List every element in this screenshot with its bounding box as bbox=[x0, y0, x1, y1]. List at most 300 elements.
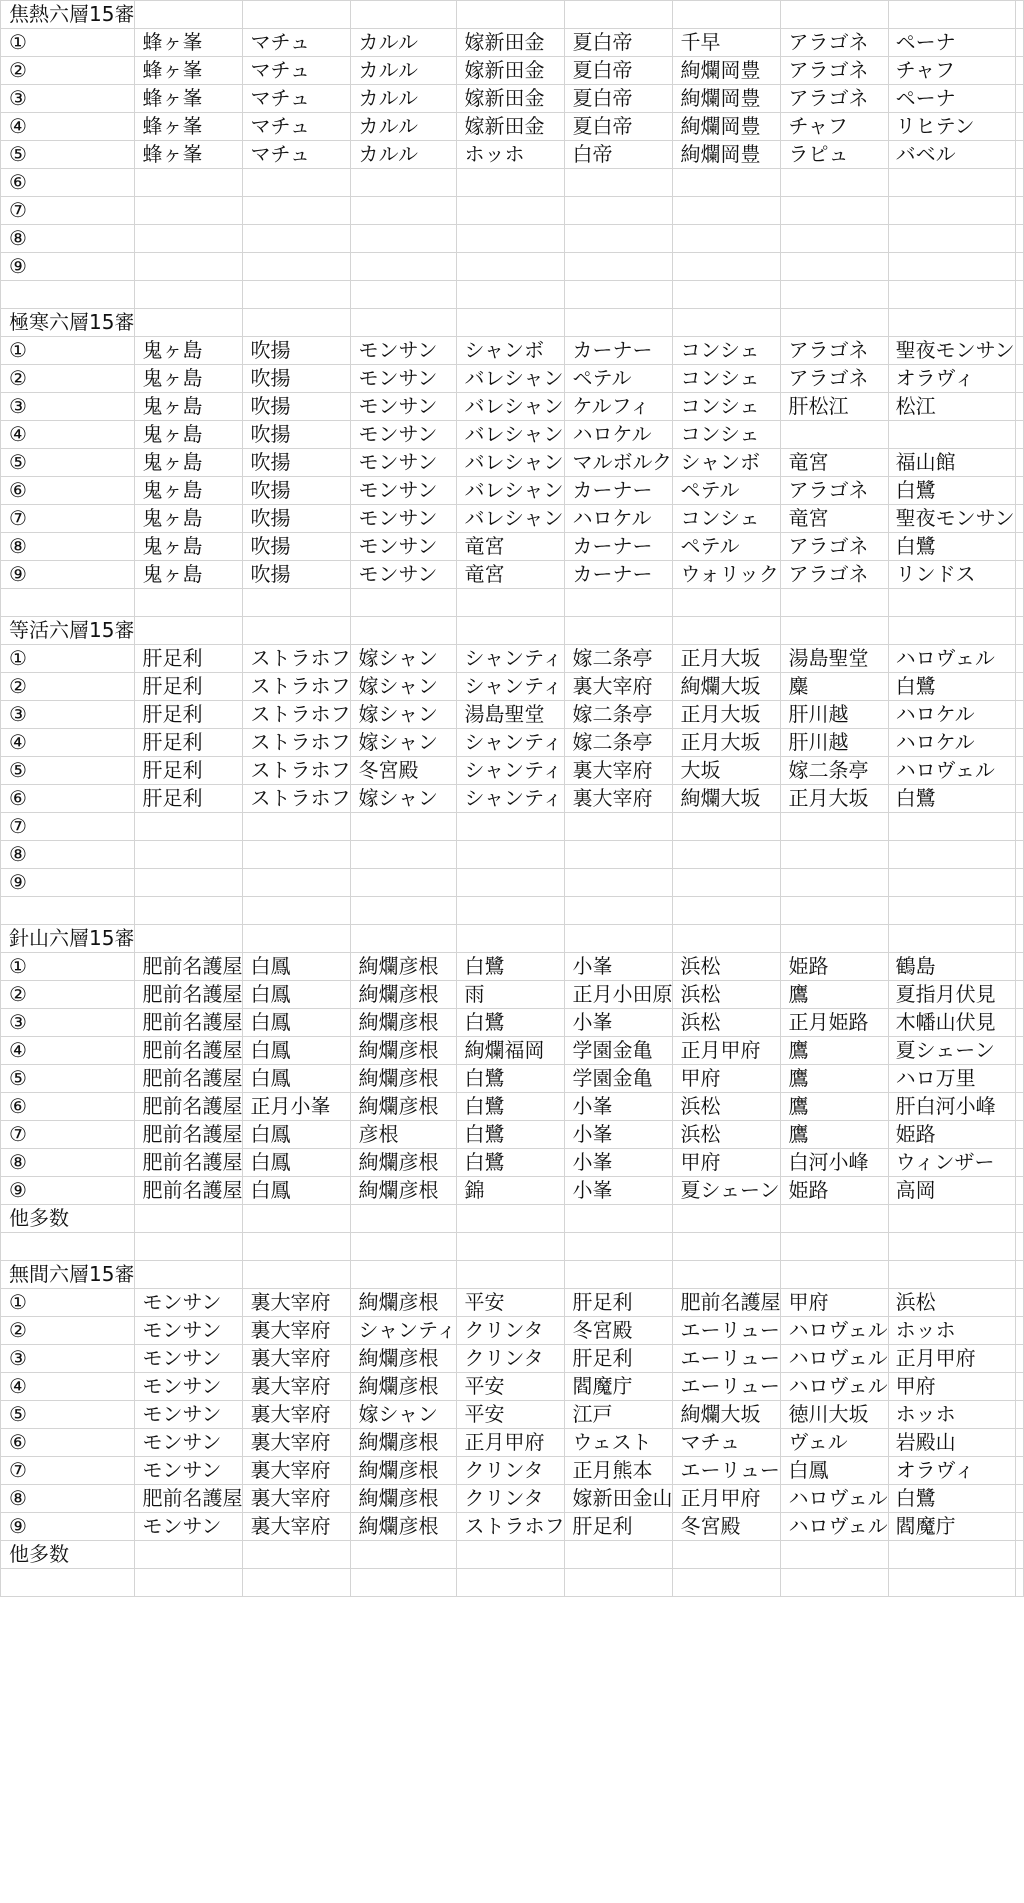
sheet-cell[interactable] bbox=[781, 841, 888, 869]
empty-sheet-cell[interactable] bbox=[1015, 85, 1023, 113]
sheet-cell[interactable]: モンサン bbox=[351, 449, 457, 477]
sheet-cell[interactable] bbox=[243, 897, 351, 925]
sheet-cell[interactable]: 浜松 bbox=[673, 1093, 781, 1121]
sheet-cell[interactable]: 浜松 bbox=[673, 953, 781, 981]
sheet-cell[interactable] bbox=[243, 869, 351, 897]
sheet-cell[interactable]: 麋 bbox=[781, 673, 888, 701]
sheet-cell[interactable]: シャンボ bbox=[457, 337, 565, 365]
empty-sheet-cell[interactable] bbox=[1015, 337, 1023, 365]
sheet-cell[interactable]: 絢爛彦根 bbox=[351, 1457, 457, 1485]
sheet-cell[interactable] bbox=[565, 1261, 673, 1289]
row-number-cell[interactable]: ⑦ bbox=[1, 1121, 135, 1149]
sheet-cell[interactable]: カルル bbox=[351, 29, 457, 57]
row-number-cell[interactable]: ① bbox=[1, 953, 135, 981]
sheet-cell[interactable]: 浜松 bbox=[673, 981, 781, 1009]
sheet-cell[interactable] bbox=[243, 1205, 351, 1233]
sheet-cell[interactable]: アラゴネ bbox=[781, 533, 888, 561]
row-number-cell[interactable]: ⑥ bbox=[1, 1429, 135, 1457]
sheet-cell[interactable]: クリンタ bbox=[457, 1345, 565, 1373]
sheet-cell[interactable] bbox=[565, 1, 673, 29]
sheet-cell[interactable] bbox=[565, 841, 673, 869]
row-number-cell[interactable]: ⑧ bbox=[1, 225, 135, 253]
sheet-cell[interactable] bbox=[135, 1, 243, 29]
sheet-cell[interactable] bbox=[135, 281, 243, 309]
sheet-cell[interactable]: 肥前名護屋 bbox=[135, 1093, 243, 1121]
sheet-cell[interactable]: 肝足利 bbox=[135, 645, 243, 673]
empty-sheet-cell[interactable] bbox=[1015, 1205, 1023, 1233]
sheet-cell[interactable] bbox=[781, 589, 888, 617]
sheet-cell[interactable]: 白鷺 bbox=[457, 953, 565, 981]
sheet-cell[interactable]: 白鷺 bbox=[888, 533, 1015, 561]
sheet-cell[interactable]: チャフ bbox=[888, 57, 1015, 85]
row-number-cell[interactable]: ⑥ bbox=[1, 785, 135, 813]
row-number-cell[interactable]: ⑤ bbox=[1, 1065, 135, 1093]
sheet-cell[interactable] bbox=[135, 869, 243, 897]
sheet-cell[interactable]: 嫁シャン bbox=[351, 645, 457, 673]
sheet-cell[interactable] bbox=[673, 841, 781, 869]
sheet-cell[interactable]: 千早 bbox=[673, 29, 781, 57]
empty-sheet-cell[interactable] bbox=[1015, 1485, 1023, 1513]
sheet-cell[interactable]: 正月熊本 bbox=[565, 1457, 673, 1485]
sheet-cell[interactable]: モンサン bbox=[135, 1373, 243, 1401]
sheet-cell[interactable]: 肥前名護屋 bbox=[673, 1289, 781, 1317]
row-number-cell[interactable]: ③ bbox=[1, 393, 135, 421]
sheet-cell[interactable]: 高岡 bbox=[888, 1177, 1015, 1205]
row-number-cell[interactable]: ② bbox=[1, 57, 135, 85]
sheet-cell[interactable]: 嫁新田金山 bbox=[565, 1485, 673, 1513]
sheet-cell[interactable]: バレシャン bbox=[457, 449, 565, 477]
sheet-cell[interactable]: コンシェ bbox=[673, 505, 781, 533]
sheet-cell[interactable] bbox=[457, 169, 565, 197]
sheet-cell[interactable]: 絢爛岡豊 bbox=[673, 113, 781, 141]
row-number-cell[interactable] bbox=[1, 897, 135, 925]
sheet-cell[interactable]: コンシェ bbox=[673, 421, 781, 449]
sheet-cell[interactable] bbox=[565, 169, 673, 197]
sheet-cell[interactable] bbox=[351, 281, 457, 309]
sheet-cell[interactable]: 嫁シャン bbox=[351, 701, 457, 729]
sheet-cell[interactable] bbox=[457, 1541, 565, 1569]
sheet-cell[interactable]: 聖夜モンサン bbox=[888, 505, 1015, 533]
sheet-cell[interactable]: 白鳳 bbox=[243, 1177, 351, 1205]
sheet-cell[interactable]: アラゴネ bbox=[781, 561, 888, 589]
row-number-cell[interactable]: ⑥ bbox=[1, 1093, 135, 1121]
sheet-cell[interactable] bbox=[888, 225, 1015, 253]
sheet-cell[interactable]: 正月大坂 bbox=[673, 701, 781, 729]
sheet-cell[interactable]: 鷹 bbox=[781, 981, 888, 1009]
row-number-cell[interactable]: ⑨ bbox=[1, 1177, 135, 1205]
sheet-cell[interactable] bbox=[673, 1569, 781, 1597]
sheet-cell[interactable]: ペテル bbox=[673, 477, 781, 505]
sheet-cell[interactable]: 嫁シャン bbox=[351, 1401, 457, 1429]
sheet-cell[interactable] bbox=[888, 869, 1015, 897]
sheet-cell[interactable]: 冬宮殿 bbox=[565, 1317, 673, 1345]
sheet-cell[interactable]: 吹揚 bbox=[243, 421, 351, 449]
sheet-cell[interactable]: 嫁シャン bbox=[351, 729, 457, 757]
sheet-cell[interactable]: アラゴネ bbox=[781, 477, 888, 505]
sheet-cell[interactable]: 正月甲府 bbox=[457, 1429, 565, 1457]
sheet-cell[interactable]: 甲府 bbox=[781, 1289, 888, 1317]
section-header-cell[interactable]: 針山六層15審 bbox=[1, 925, 135, 953]
sheet-cell[interactable]: 夏白帝 bbox=[565, 85, 673, 113]
sheet-cell[interactable]: 蜂ヶ峯 bbox=[135, 113, 243, 141]
sheet-cell[interactable]: シャンティ bbox=[457, 785, 565, 813]
sheet-cell[interactable]: 肥前名護屋 bbox=[135, 1149, 243, 1177]
sheet-cell[interactable]: 肥前名護屋 bbox=[135, 1121, 243, 1149]
sheet-cell[interactable]: 嫁新田金 bbox=[457, 85, 565, 113]
sheet-cell[interactable]: 吹揚 bbox=[243, 365, 351, 393]
sheet-cell[interactable]: 竜宮 bbox=[457, 533, 565, 561]
sheet-cell[interactable]: 鬼ヶ島 bbox=[135, 337, 243, 365]
sheet-cell[interactable]: コンシェ bbox=[673, 337, 781, 365]
sheet-cell[interactable] bbox=[565, 897, 673, 925]
sheet-cell[interactable] bbox=[351, 1205, 457, 1233]
sheet-cell[interactable] bbox=[781, 617, 888, 645]
sheet-cell[interactable]: シャンボ bbox=[673, 449, 781, 477]
sheet-cell[interactable]: 白鷺 bbox=[888, 673, 1015, 701]
sheet-cell[interactable]: 嫁シャン bbox=[351, 785, 457, 813]
sheet-cell[interactable]: エーリュー bbox=[673, 1345, 781, 1373]
sheet-cell[interactable]: ラピュ bbox=[781, 141, 888, 169]
sheet-cell[interactable] bbox=[673, 1, 781, 29]
sheet-cell[interactable]: 江戸 bbox=[565, 1401, 673, 1429]
sheet-cell[interactable]: 絢爛大坂 bbox=[673, 1401, 781, 1429]
sheet-cell[interactable]: 竜宮 bbox=[781, 505, 888, 533]
sheet-cell[interactable] bbox=[888, 281, 1015, 309]
empty-sheet-cell[interactable] bbox=[1015, 701, 1023, 729]
sheet-cell[interactable] bbox=[888, 169, 1015, 197]
sheet-cell[interactable] bbox=[888, 1261, 1015, 1289]
sheet-cell[interactable] bbox=[781, 1261, 888, 1289]
row-number-cell[interactable]: ③ bbox=[1, 85, 135, 113]
sheet-cell[interactable] bbox=[781, 925, 888, 953]
sheet-cell[interactable] bbox=[457, 841, 565, 869]
sheet-cell[interactable]: 夏白帝 bbox=[565, 29, 673, 57]
row-number-cell[interactable]: ⑤ bbox=[1, 449, 135, 477]
sheet-cell[interactable]: アラゴネ bbox=[781, 57, 888, 85]
sheet-cell[interactable]: 福山館 bbox=[888, 449, 1015, 477]
sheet-cell[interactable]: 白鳳 bbox=[243, 953, 351, 981]
sheet-cell[interactable]: 裏大宰府 bbox=[565, 785, 673, 813]
sheet-cell[interactable] bbox=[781, 169, 888, 197]
sheet-cell[interactable]: マチュ bbox=[673, 1429, 781, 1457]
sheet-cell[interactable] bbox=[888, 589, 1015, 617]
sheet-cell[interactable] bbox=[243, 253, 351, 281]
sheet-cell[interactable]: モンサン bbox=[351, 421, 457, 449]
sheet-cell[interactable] bbox=[351, 253, 457, 281]
sheet-cell[interactable] bbox=[351, 197, 457, 225]
sheet-cell[interactable] bbox=[243, 841, 351, 869]
sheet-cell[interactable] bbox=[565, 869, 673, 897]
empty-sheet-cell[interactable] bbox=[1015, 309, 1023, 337]
sheet-cell[interactable] bbox=[351, 1541, 457, 1569]
sheet-cell[interactable] bbox=[135, 925, 243, 953]
sheet-cell[interactable]: 絢爛彦根 bbox=[351, 1485, 457, 1513]
sheet-cell[interactable]: 絢爛彦根 bbox=[351, 1149, 457, 1177]
sheet-cell[interactable] bbox=[781, 869, 888, 897]
sheet-cell[interactable]: アラゴネ bbox=[781, 337, 888, 365]
empty-sheet-cell[interactable] bbox=[1015, 953, 1023, 981]
empty-sheet-cell[interactable] bbox=[1015, 197, 1023, 225]
empty-sheet-cell[interactable] bbox=[1015, 365, 1023, 393]
sheet-cell[interactable] bbox=[457, 813, 565, 841]
section-header-cell[interactable]: 等活六層15審 bbox=[1, 617, 135, 645]
row-number-cell[interactable]: ⑦ bbox=[1, 813, 135, 841]
empty-sheet-cell[interactable] bbox=[1015, 1429, 1023, 1457]
sheet-cell[interactable] bbox=[781, 1233, 888, 1261]
sheet-cell[interactable] bbox=[135, 309, 243, 337]
sheet-cell[interactable] bbox=[781, 1569, 888, 1597]
sheet-cell[interactable] bbox=[673, 1205, 781, 1233]
sheet-cell[interactable] bbox=[565, 253, 673, 281]
sheet-cell[interactable]: 絢爛彦根 bbox=[351, 1513, 457, 1541]
empty-sheet-cell[interactable] bbox=[1015, 533, 1023, 561]
row-number-cell[interactable]: ⑨ bbox=[1, 869, 135, 897]
sheet-cell[interactable]: 肝足利 bbox=[565, 1345, 673, 1373]
sheet-cell[interactable] bbox=[243, 1541, 351, 1569]
row-number-cell[interactable]: ② bbox=[1, 673, 135, 701]
sheet-cell[interactable] bbox=[888, 309, 1015, 337]
empty-sheet-cell[interactable] bbox=[1015, 729, 1023, 757]
empty-sheet-cell[interactable] bbox=[1015, 1009, 1023, 1037]
sheet-cell[interactable]: 絢爛彦根 bbox=[351, 1429, 457, 1457]
sheet-cell[interactable]: 小峯 bbox=[565, 953, 673, 981]
sheet-cell[interactable] bbox=[673, 1261, 781, 1289]
sheet-cell[interactable]: 甲府 bbox=[888, 1373, 1015, 1401]
sheet-cell[interactable]: 絢爛彦根 bbox=[351, 1177, 457, 1205]
sheet-cell[interactable]: 嫁新田金 bbox=[457, 57, 565, 85]
empty-sheet-cell[interactable] bbox=[1015, 869, 1023, 897]
sheet-cell[interactable]: クリンタ bbox=[457, 1317, 565, 1345]
row-number-cell[interactable]: ⑥ bbox=[1, 477, 135, 505]
sheet-cell[interactable]: 小峯 bbox=[565, 1093, 673, 1121]
sheet-cell[interactable] bbox=[135, 841, 243, 869]
empty-sheet-cell[interactable] bbox=[1015, 281, 1023, 309]
section-header-cell[interactable]: 無間六層15審 bbox=[1, 1261, 135, 1289]
sheet-cell[interactable]: 白鳳 bbox=[781, 1457, 888, 1485]
sheet-cell[interactable]: 肝足利 bbox=[135, 673, 243, 701]
sheet-cell[interactable] bbox=[243, 225, 351, 253]
sheet-cell[interactable]: マルボルク bbox=[565, 449, 673, 477]
row-number-cell[interactable]: ③ bbox=[1, 701, 135, 729]
sheet-cell[interactable]: 裏大宰府 bbox=[243, 1317, 351, 1345]
sheet-cell[interactable]: ハロヴェル bbox=[781, 1513, 888, 1541]
sheet-cell[interactable] bbox=[888, 253, 1015, 281]
sheet-cell[interactable] bbox=[243, 925, 351, 953]
sheet-cell[interactable]: 鬼ヶ島 bbox=[135, 421, 243, 449]
sheet-cell[interactable]: 小峯 bbox=[565, 1121, 673, 1149]
empty-sheet-cell[interactable] bbox=[1015, 169, 1023, 197]
row-number-cell[interactable]: ⑦ bbox=[1, 1457, 135, 1485]
sheet-cell[interactable] bbox=[243, 281, 351, 309]
sheet-cell[interactable]: 正月姫路 bbox=[781, 1009, 888, 1037]
row-number-cell[interactable]: ④ bbox=[1, 113, 135, 141]
row-number-cell[interactable]: ② bbox=[1, 365, 135, 393]
sheet-cell[interactable]: 白鷺 bbox=[457, 1009, 565, 1037]
sheet-cell[interactable]: 浜松 bbox=[673, 1009, 781, 1037]
empty-sheet-cell[interactable] bbox=[1015, 225, 1023, 253]
sheet-cell[interactable]: 嫁二条亭 bbox=[565, 645, 673, 673]
sheet-cell[interactable]: ストラホフ bbox=[243, 785, 351, 813]
empty-sheet-cell[interactable] bbox=[1015, 1513, 1023, 1541]
sheet-cell[interactable]: シャンティ bbox=[457, 757, 565, 785]
sheet-cell[interactable]: 絢爛彦根 bbox=[351, 1065, 457, 1093]
empty-sheet-cell[interactable] bbox=[1015, 449, 1023, 477]
sheet-cell[interactable]: リヒテン bbox=[888, 113, 1015, 141]
sheet-cell[interactable] bbox=[781, 197, 888, 225]
sheet-cell[interactable]: 鬼ヶ島 bbox=[135, 533, 243, 561]
row-number-cell[interactable]: ⑤ bbox=[1, 757, 135, 785]
sheet-cell[interactable]: バレシャン bbox=[457, 421, 565, 449]
sheet-cell[interactable] bbox=[888, 897, 1015, 925]
sheet-cell[interactable]: アラゴネ bbox=[781, 365, 888, 393]
sheet-cell[interactable] bbox=[243, 589, 351, 617]
sheet-cell[interactable]: 嫁二条亭 bbox=[565, 729, 673, 757]
sheet-cell[interactable]: 肥前名護屋 bbox=[135, 1009, 243, 1037]
sheet-cell[interactable] bbox=[351, 1261, 457, 1289]
sheet-cell[interactable]: コンシェ bbox=[673, 365, 781, 393]
sheet-cell[interactable]: 裏大宰府 bbox=[243, 1429, 351, 1457]
section-header-cell[interactable]: 極寒六層15審 bbox=[1, 309, 135, 337]
sheet-cell[interactable]: 白鷺 bbox=[457, 1149, 565, 1177]
sheet-cell[interactable]: ハロヴェル bbox=[781, 1373, 888, 1401]
sheet-cell[interactable]: ハロヴェル bbox=[781, 1485, 888, 1513]
sheet-cell[interactable] bbox=[135, 1261, 243, 1289]
empty-sheet-cell[interactable] bbox=[1015, 253, 1023, 281]
sheet-cell[interactable] bbox=[243, 169, 351, 197]
empty-sheet-cell[interactable] bbox=[1015, 1457, 1023, 1485]
sheet-cell[interactable]: 姫路 bbox=[781, 1177, 888, 1205]
sheet-cell[interactable]: 白河小峰 bbox=[781, 1149, 888, 1177]
sheet-cell[interactable]: エーリュー bbox=[673, 1317, 781, 1345]
sheet-cell[interactable]: 肥前名護屋 bbox=[135, 1037, 243, 1065]
sheet-cell[interactable] bbox=[135, 1569, 243, 1597]
sheet-cell[interactable]: ストラホフ bbox=[457, 1513, 565, 1541]
sheet-cell[interactable] bbox=[673, 197, 781, 225]
sheet-cell[interactable] bbox=[781, 1541, 888, 1569]
sheet-cell[interactable]: 吹揚 bbox=[243, 393, 351, 421]
sheet-cell[interactable]: 鷹 bbox=[781, 1065, 888, 1093]
sheet-cell[interactable]: 肥前名護屋 bbox=[135, 1065, 243, 1093]
sheet-cell[interactable]: 白鷺 bbox=[888, 785, 1015, 813]
empty-sheet-cell[interactable] bbox=[1015, 897, 1023, 925]
sheet-cell[interactable] bbox=[135, 897, 243, 925]
row-number-cell[interactable]: ⑧ bbox=[1, 533, 135, 561]
sheet-cell[interactable]: 正月小田原 bbox=[565, 981, 673, 1009]
row-number-cell[interactable]: ④ bbox=[1, 421, 135, 449]
sheet-cell[interactable] bbox=[888, 925, 1015, 953]
sheet-cell[interactable]: 吹揚 bbox=[243, 337, 351, 365]
sheet-cell[interactable] bbox=[781, 1205, 888, 1233]
sheet-cell[interactable] bbox=[673, 169, 781, 197]
sheet-cell[interactable]: 木幡山伏見 bbox=[888, 1009, 1015, 1037]
sheet-cell[interactable] bbox=[888, 421, 1015, 449]
sheet-cell[interactable] bbox=[135, 617, 243, 645]
sheet-cell[interactable] bbox=[351, 869, 457, 897]
sheet-cell[interactable] bbox=[457, 1261, 565, 1289]
sheet-cell[interactable]: オラヴィ bbox=[888, 365, 1015, 393]
sheet-cell[interactable] bbox=[351, 1569, 457, 1597]
sheet-cell[interactable]: クリンタ bbox=[457, 1457, 565, 1485]
sheet-cell[interactable]: カルル bbox=[351, 57, 457, 85]
empty-sheet-cell[interactable] bbox=[1015, 505, 1023, 533]
sheet-cell[interactable]: 蜂ヶ峯 bbox=[135, 57, 243, 85]
sheet-cell[interactable] bbox=[673, 281, 781, 309]
sheet-cell[interactable]: モンサン bbox=[351, 561, 457, 589]
sheet-cell[interactable]: 絢爛彦根 bbox=[351, 1037, 457, 1065]
sheet-cell[interactable]: ペーナ bbox=[888, 29, 1015, 57]
empty-sheet-cell[interactable] bbox=[1015, 1401, 1023, 1429]
sheet-cell[interactable] bbox=[565, 225, 673, 253]
sheet-cell[interactable] bbox=[888, 617, 1015, 645]
sheet-cell[interactable] bbox=[565, 1569, 673, 1597]
sheet-cell[interactable] bbox=[243, 813, 351, 841]
sheet-cell[interactable]: 浜松 bbox=[888, 1289, 1015, 1317]
sheet-cell[interactable]: 嫁二条亭 bbox=[781, 757, 888, 785]
sheet-cell[interactable]: ハロヴェル bbox=[781, 1345, 888, 1373]
sheet-cell[interactable]: ウェスト bbox=[565, 1429, 673, 1457]
empty-sheet-cell[interactable] bbox=[1015, 1233, 1023, 1261]
sheet-cell[interactable] bbox=[673, 869, 781, 897]
sheet-cell[interactable]: バレシャン bbox=[457, 505, 565, 533]
sheet-cell[interactable]: 小峯 bbox=[565, 1177, 673, 1205]
sheet-cell[interactable]: 鷹 bbox=[781, 1121, 888, 1149]
sheet-cell[interactable] bbox=[673, 1233, 781, 1261]
sheet-cell[interactable]: マチュ bbox=[243, 85, 351, 113]
sheet-cell[interactable]: ハロケル bbox=[888, 701, 1015, 729]
sheet-cell[interactable]: 正月甲府 bbox=[673, 1485, 781, 1513]
row-number-cell[interactable]: ⑨ bbox=[1, 561, 135, 589]
row-number-cell[interactable] bbox=[1, 1569, 135, 1597]
sheet-cell[interactable]: 嫁新田金 bbox=[457, 113, 565, 141]
empty-sheet-cell[interactable] bbox=[1015, 841, 1023, 869]
sheet-cell[interactable] bbox=[781, 1, 888, 29]
sheet-cell[interactable]: アラゴネ bbox=[781, 85, 888, 113]
sheet-cell[interactable]: カーナー bbox=[565, 477, 673, 505]
sheet-cell[interactable] bbox=[565, 589, 673, 617]
sheet-cell[interactable]: 平安 bbox=[457, 1289, 565, 1317]
sheet-cell[interactable]: リンドス bbox=[888, 561, 1015, 589]
sheet-cell[interactable]: 甲府 bbox=[673, 1065, 781, 1093]
sheet-cell[interactable]: 閻魔庁 bbox=[888, 1513, 1015, 1541]
sheet-cell[interactable] bbox=[457, 225, 565, 253]
sheet-cell[interactable]: 甲府 bbox=[673, 1149, 781, 1177]
sheet-cell[interactable] bbox=[673, 589, 781, 617]
sheet-cell[interactable] bbox=[673, 813, 781, 841]
sheet-cell[interactable] bbox=[135, 1233, 243, 1261]
sheet-cell[interactable] bbox=[565, 309, 673, 337]
sheet-cell[interactable]: 岩殿山 bbox=[888, 1429, 1015, 1457]
sheet-cell[interactable]: 肥前名護屋 bbox=[135, 1177, 243, 1205]
sheet-cell[interactable]: 聖夜モンサン bbox=[888, 337, 1015, 365]
sheet-cell[interactable]: 裏大宰府 bbox=[243, 1401, 351, 1429]
sheet-cell[interactable] bbox=[243, 197, 351, 225]
sheet-cell[interactable]: ストラホフ bbox=[243, 645, 351, 673]
sheet-cell[interactable]: 白鳳 bbox=[243, 1009, 351, 1037]
sheet-cell[interactable]: 浜松 bbox=[673, 1121, 781, 1149]
sheet-cell[interactable] bbox=[565, 813, 673, 841]
sheet-cell[interactable]: 学園金亀 bbox=[565, 1037, 673, 1065]
sheet-cell[interactable]: マチュ bbox=[243, 29, 351, 57]
sheet-cell[interactable]: 肝足利 bbox=[135, 729, 243, 757]
sheet-cell[interactable]: モンサン bbox=[351, 337, 457, 365]
sheet-cell[interactable] bbox=[888, 1233, 1015, 1261]
sheet-cell[interactable] bbox=[565, 1233, 673, 1261]
sheet-cell[interactable]: シャンティ bbox=[457, 673, 565, 701]
row-number-cell[interactable]: ⑨ bbox=[1, 1513, 135, 1541]
sheet-cell[interactable]: 裏大宰府 bbox=[243, 1457, 351, 1485]
sheet-cell[interactable]: 白鷺 bbox=[888, 477, 1015, 505]
empty-sheet-cell[interactable] bbox=[1015, 1093, 1023, 1121]
